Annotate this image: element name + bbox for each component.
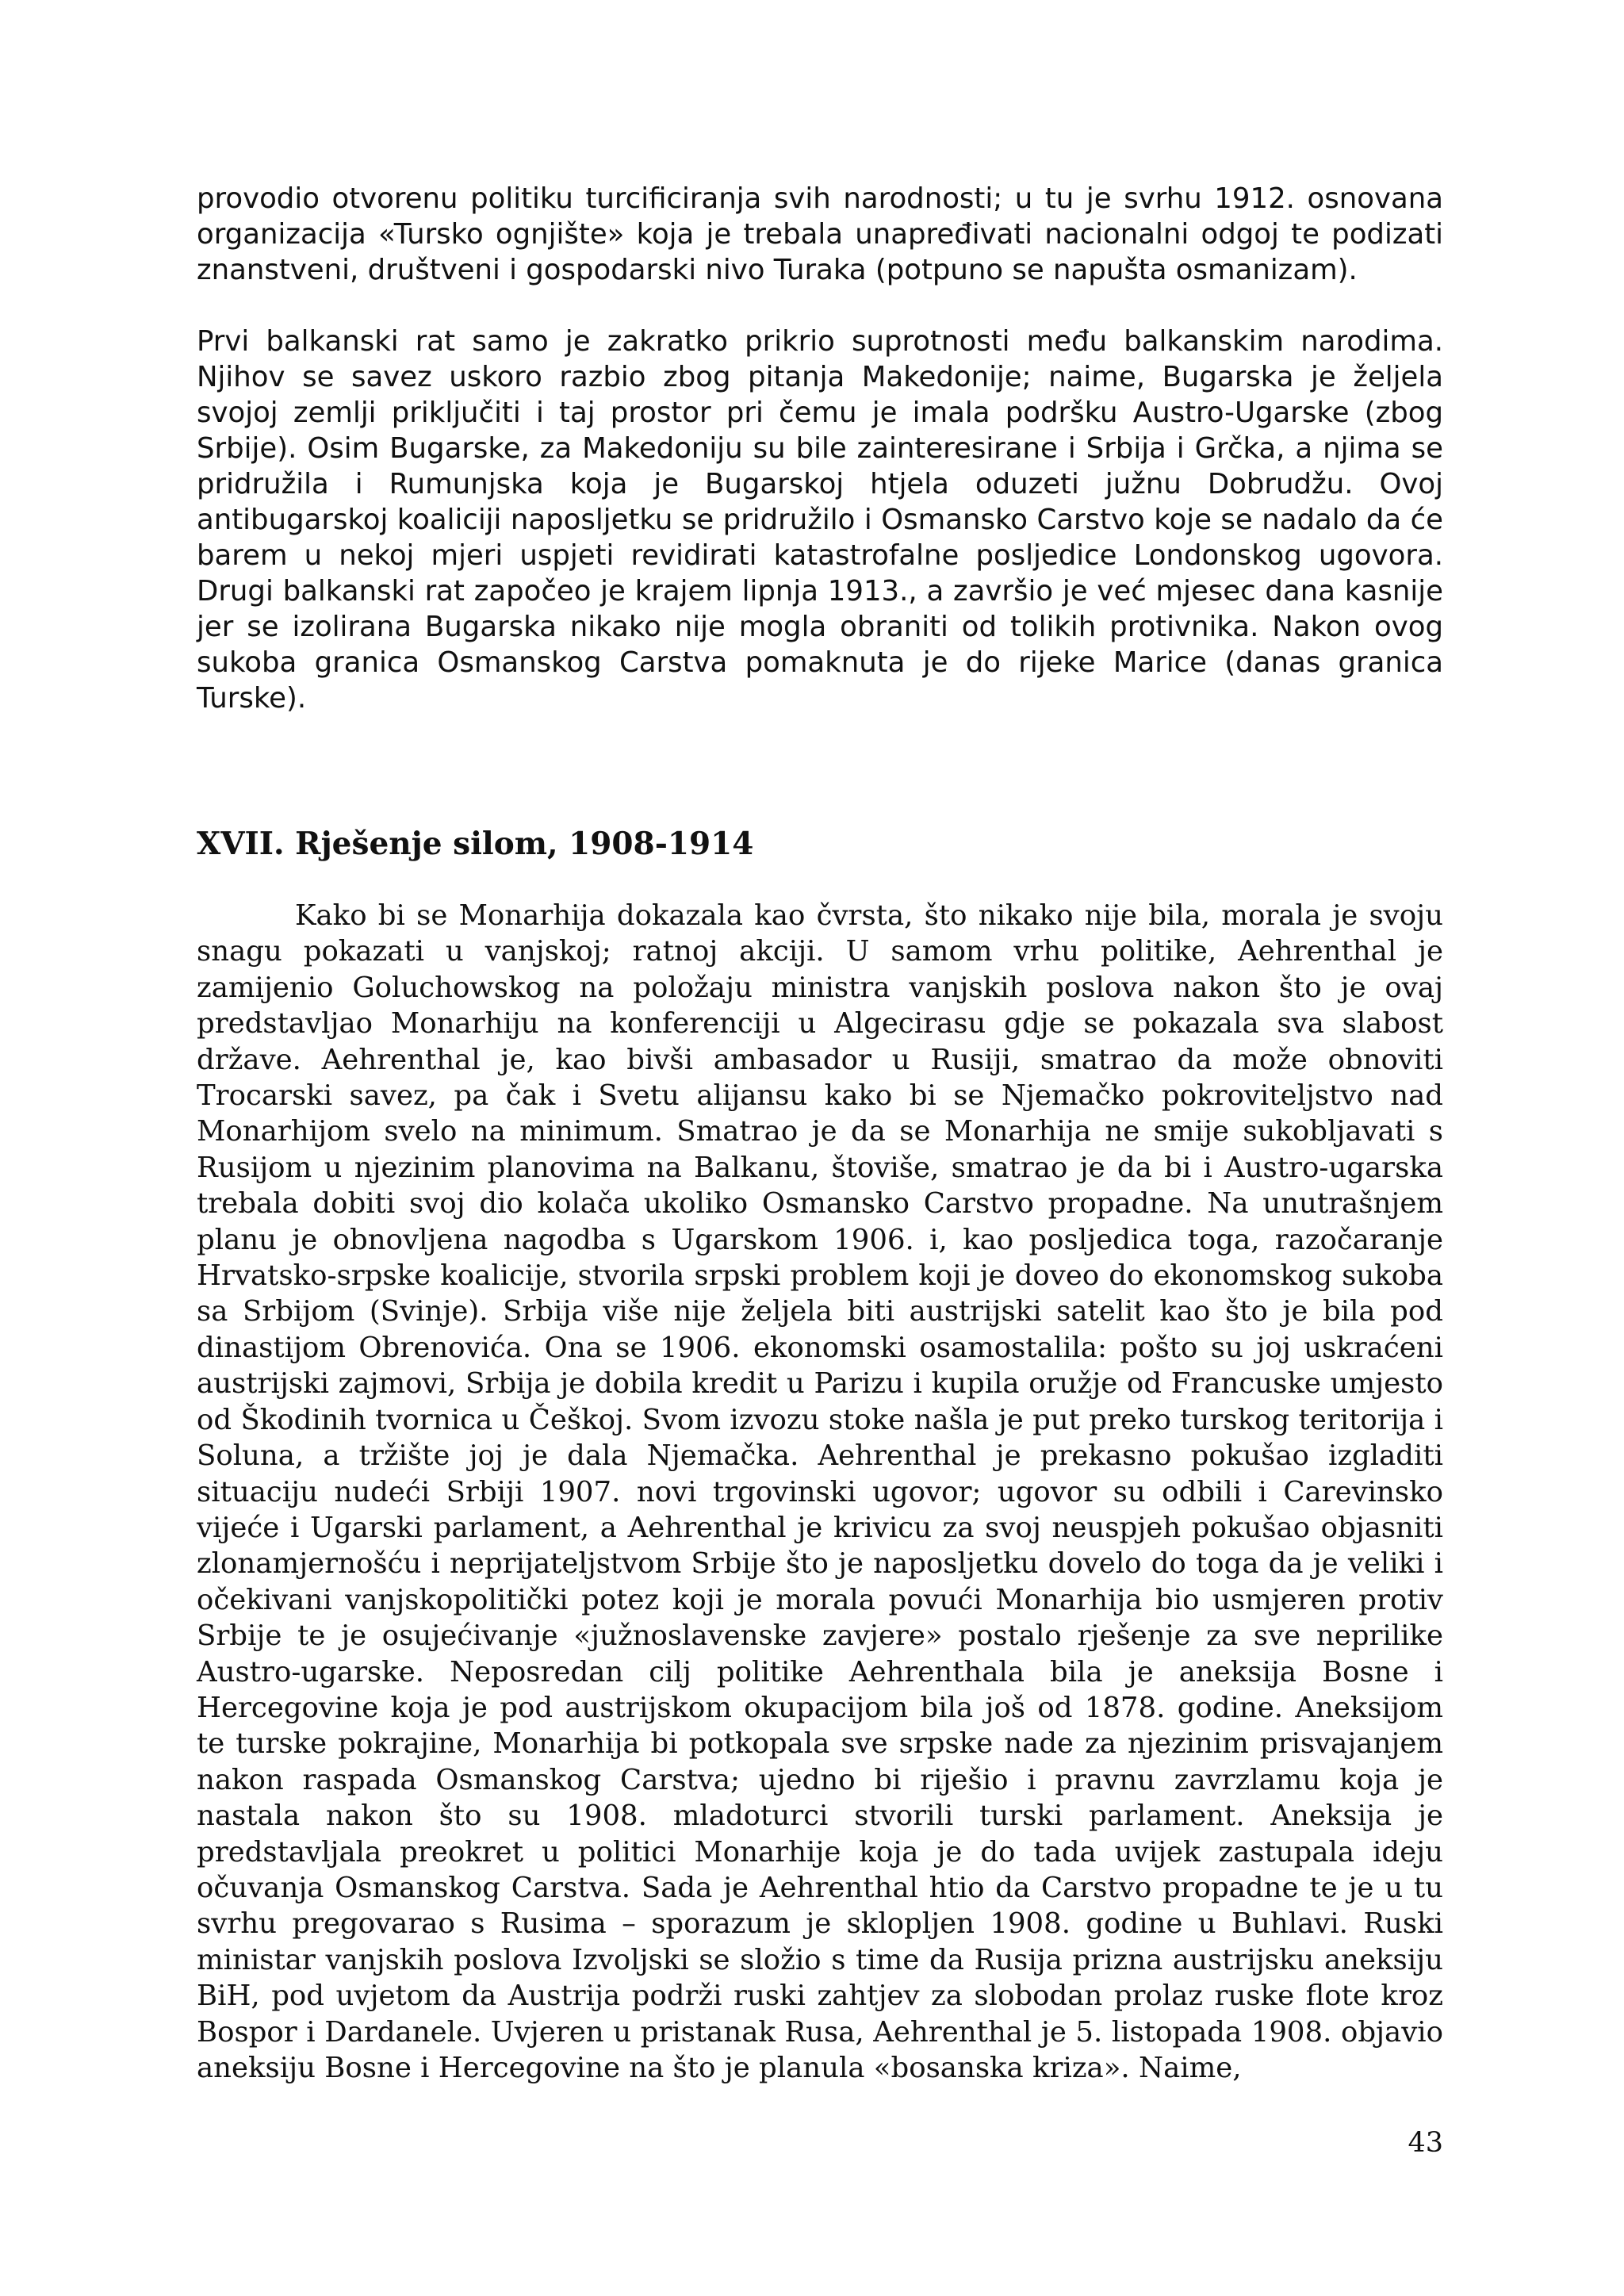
section-heading: XVII. Rješenje silom, 1908-1914 bbox=[197, 826, 754, 862]
paragraph-section-body: Kako bi se Monarhija dokazala kao čvrsta, što nikako nije bila, morala je svoju snagu pokazati u vanjskoj; ratnoj akciji. U samom vrhu politike, Aehrenthal je zamijenio Goluchowskog na položaju ministra vanjskih poslova nakon što je ovaj predstavljao Monarhiju na konferenciji u Algecirasu gdje se pokazala sva slabost države. Aehrenthal je, kao bivši ambasador u Rusiji, smatrao da može obnoviti Trocarski savez, pa čak i Svetu alijansu kako bi se Njemačko pokroviteljstvo nad Monarhijom svelo na minimum. Smatrao je da se Monarhija ne smije sukobljavati s Rusijom u njezinim planovima na Balkanu, štoviše, smatrao je da bi i Austro-ugarska trebala dobiti svoj dio kolača ukoliko Osmansko Carstvo propadne. Na unutrašnjem planu je obnovljena nagodba s Ugarskom 1906. i, kao posljedica toga, razočaranje Hrvatsko-srpske koalicije, stvorila srpski problem koji je doveo do ekonomskog sukoba sa Srbijom (Svinje). Srbija više nije željela biti austrijski satelit kao što je bila pod dinastijom Obrenovića. Ona se 1906. ekonomski osamostalila: pošto su joj uskraćeni austrijski zajmovi, Srbija je dobila kredit u Parizu i kupila oružje od Francuske umjesto od Škodinih tvornica u Češkoj. Svom izvozu stoke našla je put preko turskog teritorija i Soluna, a tržište joj je dala Njemačka. Aehrenthal je prekasno pokušao izgladiti situaciju nudeći Srbiji 1907. novi trgovinski ugovor; ugovor su odbili i Carevinsko vijeće i Ugarski parlament, a Aehrenthal je krivicu za svoj neuspjeh pokušao objasniti zlonamjernošću i neprijateljstvom Srbije što je naposljetku dovelo do toga da je veliki i očekivani vanjskopolitički potez koji je morala povući Monarhija bio usmjeren protiv Srbije te je osujećivanje «južnoslavenske zavjere» postalo rješenje za sve neprilike Austro-ugarske. Neposredan cilj politike Aehrenthala bila je aneksija Bosne i Hercegovine koja je pod austrijskom okupacijom bila još od 1878. godine. Aneksijom te turske pokrajine, Monarhija bi potkopala sve srpske nade za njezinim prisvajanjem nakon raspada Osmanskog Carstva; ujedno bi riješio i pravnu zavrzlamu koja je nastala nakon što su 1908. mladoturci stvorili turski parlament. Aneksija je predstavljala preokret u politici Monarhije koja je do tada uvijek zastupala ideju očuvanja Osmanskog Carstva. Sada je Aehrenthal htio da Carstvo propadne te je u tu svrhu pregovarao s Rusima – sporazum je sklopljen 1908. godine u Buhlavi. Ruski ministar vanjskih poslova Izvoljski se složio s time da Rusija prizna austrijsku aneksiju BiH, pod uvjetom da Austrija podrži ruski zahtjev za slobodan prolaz ruske flote kroz Bospor i Dardanele. Uvjeren u pristanak Rusa, Aehrenthal je 5. listopada 1908. objavio aneksiju Bosne i Hercegovine na što je planula «bosanska kriza». Naime, bbox=[197, 899, 1443, 2084]
page-number: 43 bbox=[1408, 2127, 1443, 2159]
paragraph-second-balkan-war: Prvi balkanski rat samo je zakratko prikrio suprotnosti među balkanskim narodima. Njihov se savez uskoro razbio zbog pitanja Makedonije; naime, Bugarska je željela svojoj zemlji priključiti i taj prostor pri čemu je imala podršku Austro-Ugarske (zbog Srbije). Osim Bugarske, za Makedoniju su bile zainteresirane i Srbija i Grčka, a njima se pridružila i Rumunjska koja je Bugarskoj htjela oduzeti južnu Dobrudžu. Ovoj antibugarskoj koaliciji naposljetku se pridružilo i Osmansko Carstvo koje se nadalo da će barem u nekoj mjeri uspjeti revidirati katastrofalne posljedice Londonskog ugovora. Drugi balkanski rat započeo je krajem lipnja 1913., a završio je već mjesec dana kasnije jer se izolirana Bugarska nikako nije mogla obraniti od tolikih protivnika. Nakon ovog sukoba granica Osmanskog Carstva pomaknuta je do rijeke Marice (danas granica Turske). bbox=[197, 325, 1443, 715]
page-body bbox=[197, 181, 1443, 2084]
paragraph-intro: provodio otvorenu politiku turcificiranja svih narodnosti; u tu je svrhu 1912. osnovana organizacija «Tursko ognjište» koja je trebala unapređivati nacionalni odgoj te podizati znanstveni, društveni i gospodarski nivo Turaka (potpuno se napušta osmanizam). bbox=[197, 182, 1443, 286]
